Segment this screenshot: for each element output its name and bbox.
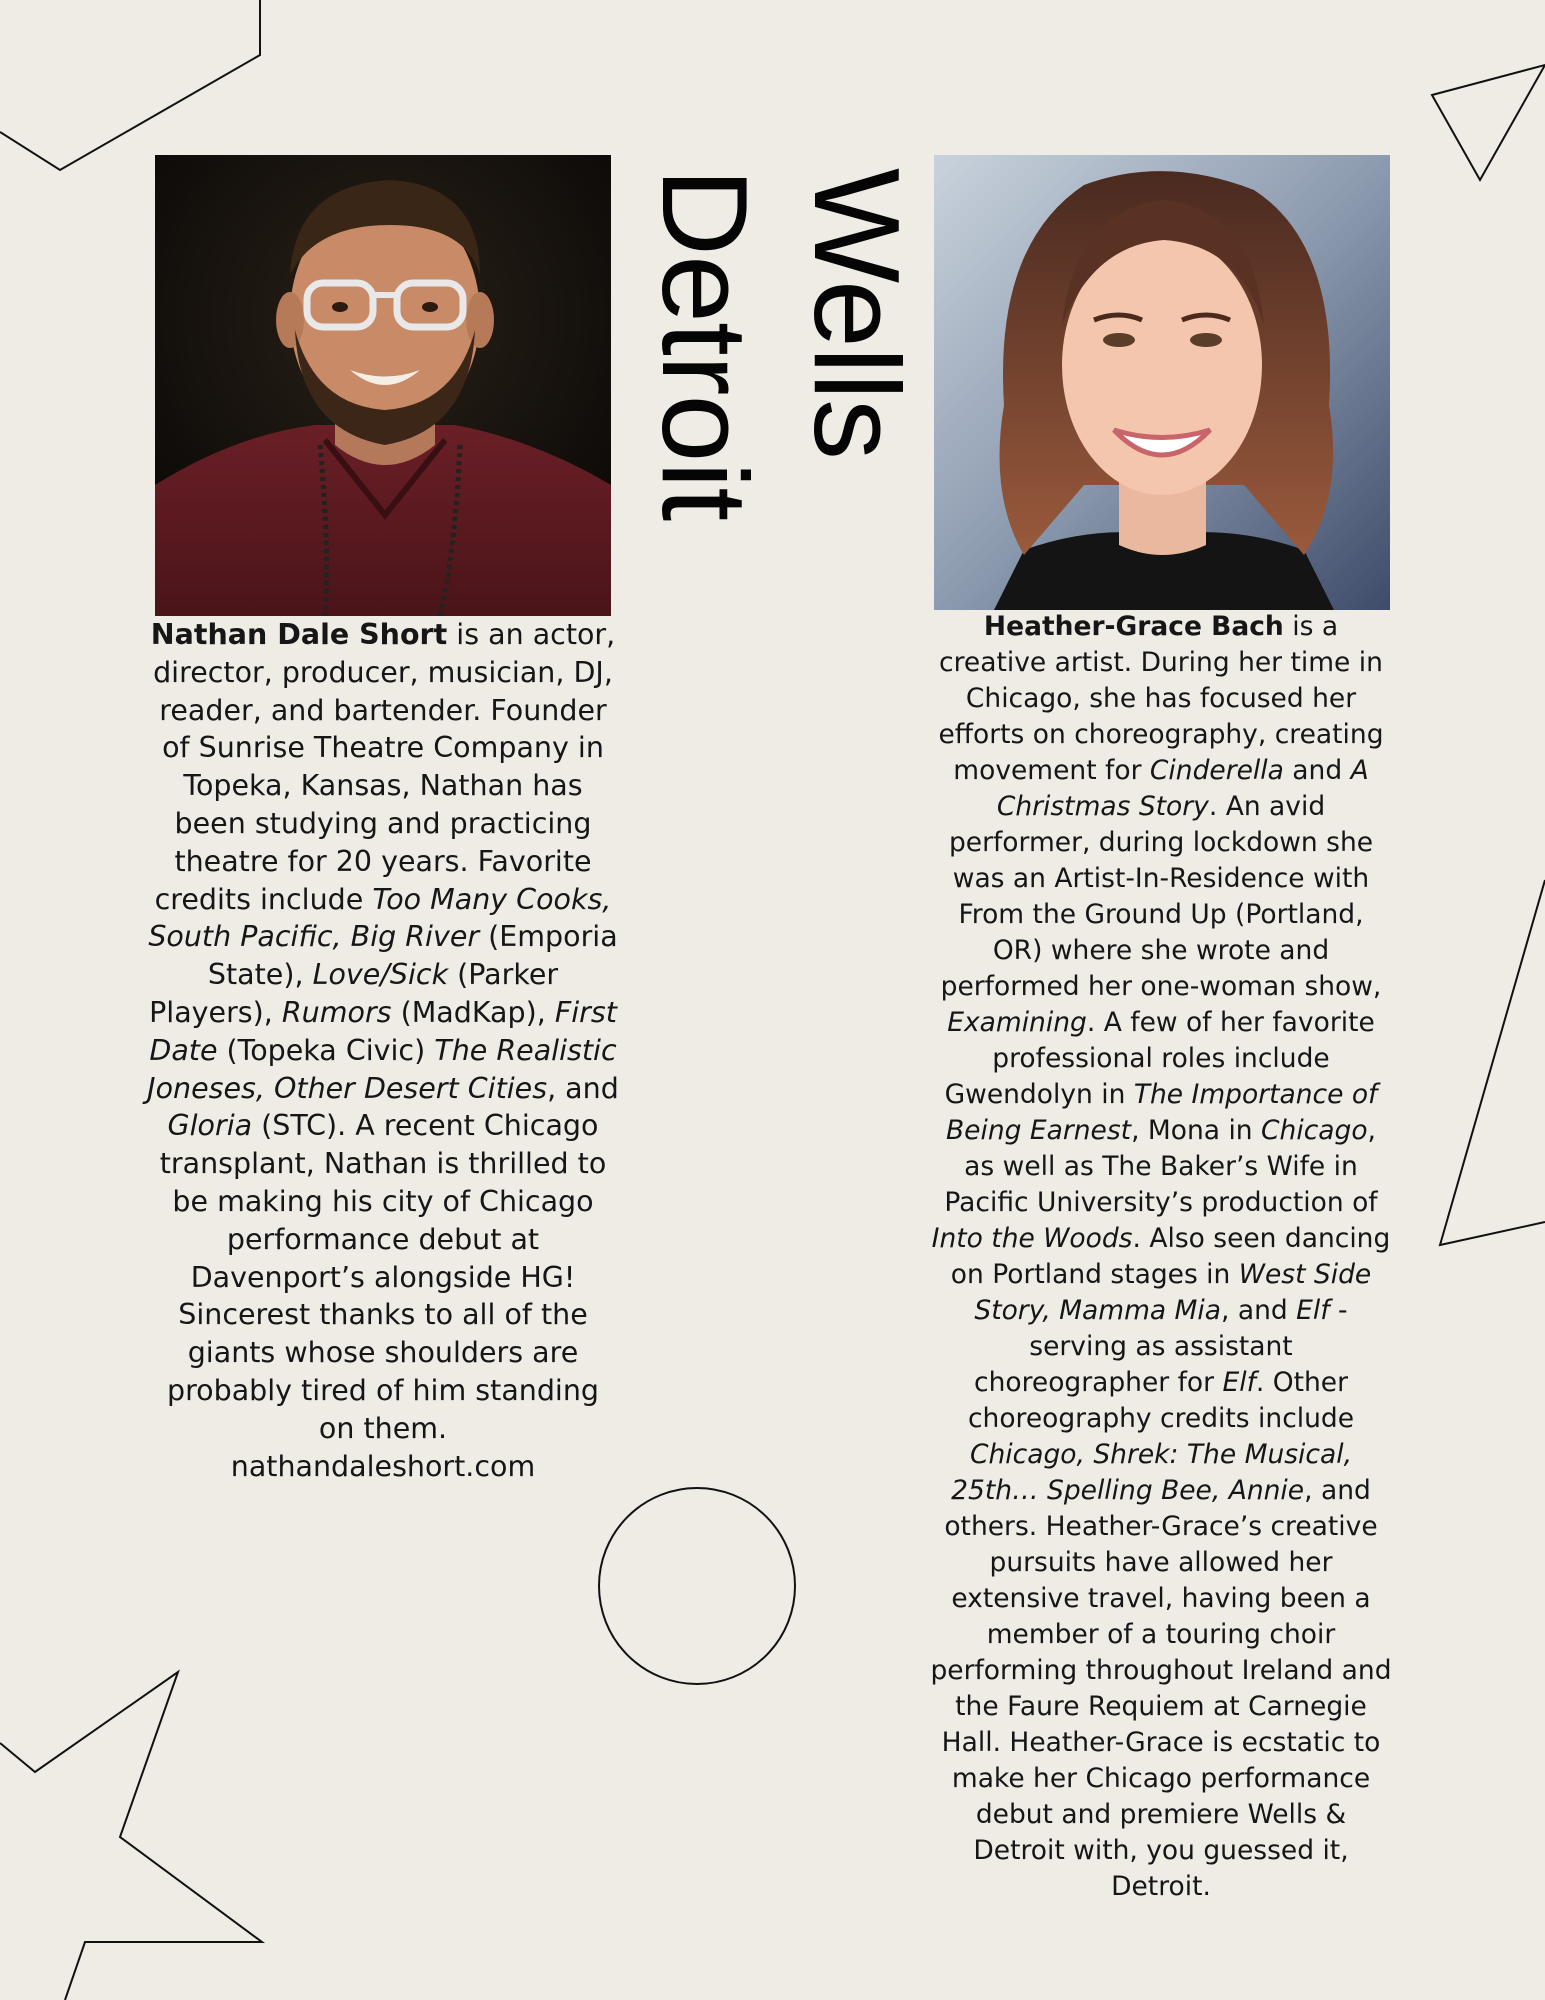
title-word-detroit: Detroit [637,168,773,521]
bio-text: (MadKap), [391,995,555,1029]
bio-text: . A few of her favorite professional roles include Gwendolyn in [944,1007,1375,1110]
credit-title: Too Many Cooks, South Pacific, Big River [148,882,612,954]
credit-title: Chicago [1261,1115,1368,1146]
title-word-wells: Wells [789,168,925,460]
nathan-website: nathandaleshort.com [230,1449,536,1483]
heather-grace-name: Heather-Grace Bach [983,611,1284,642]
bio-text: , as well as The Baker’s Wife in Pacific University’s production of [944,1115,1378,1218]
triangle-outline-icon [1432,65,1545,180]
heather-grace-headshot-image [934,155,1390,610]
star-outline-icon [0,1672,262,2000]
credit-title: Into the Woods [931,1223,1133,1254]
credit-title: First Date [149,995,617,1067]
heather-grace-bio [930,609,1392,1905]
polygon-outline-icon [0,0,260,170]
bio-text: - serving as assistant choreographer for [974,1295,1348,1398]
bio-text: is an actor, director, producer, musician, DJ, reader, and bartender. Founder of Sunrise Theatre Company in Topeka, Kansas, Nathan has been studying and practicing theatre for 20 years. Favorite credits include [153,618,616,916]
credit-title: Examining [947,1007,1087,1038]
bio-text: , and others. Heather-Grace’s creative pursuits have allowed her extensive travel, having been a member of a touring choir performing throughout Ireland and the Faure Requiem at Carnegie Hall. Heather-Grace is ecstatic to make her Chicago performance debut and premiere Wells & Detroit with, you guessed it, Detroit. [930,1475,1392,1902]
credit-title: Gloria [167,1109,253,1143]
bio-text: (STC). A recent Chicago transplant, Nathan is thrilled to be making his city of Chicago performance debut at Davenport’s alongside HG! Sincerest thanks to all of the giants whose shoulders are probably tired of him standing on them. [159,1109,607,1445]
circle-outline-icon [599,1488,795,1684]
credit-title: Rumors [281,995,392,1029]
credit-title: A Christmas Story [996,755,1369,822]
bio-text: and [1283,755,1351,786]
bio-text: , and [1221,1295,1297,1326]
bio-text: (Parker Players), [149,958,559,1029]
bio-text: , Mona in [1131,1115,1262,1146]
credit-title: West Side Story, Mamma Mia [974,1259,1372,1326]
credit-title: Elf [1222,1367,1256,1398]
nathan-name: Nathan Dale Short [150,618,448,651]
triangle-outline-icon [1440,880,1545,1245]
nathan-bio [147,616,619,1485]
credit-title: The Importance of Being Earnest [946,1079,1378,1146]
bio-text: (Emporia State), [207,920,618,992]
nathan-photo [155,155,611,616]
bio-text: is a creative artist. During her time in Chicago, she has focused her efforts on choreography, creating movement for [938,611,1384,786]
bio-text: , and [547,1071,619,1105]
bio-text: (Topeka Civic) [217,1033,435,1067]
credit-title: Love/Sick [312,958,449,992]
bio-text: . Other choreography credits include [967,1367,1355,1434]
bio-text: . An avid performer, during lockdown she was an Artist-In-Residence with From the Ground Up (Portland, OR) where she wrote and performed her one-woman show, [940,791,1382,1002]
credit-title: Elf [1296,1295,1330,1326]
credit-title: Chicago, Shrek: The Musical, 25th… Spelling Bee, Annie [951,1439,1352,1506]
credit-title: The Realistic Joneses, Other Desert Cities [147,1033,617,1105]
bio-text: . Also seen dancing on Portland stages in [950,1223,1391,1290]
nathan-headshot-image [155,155,611,616]
credit-title: Cinderella [1149,755,1284,786]
heather-grace-photo [934,155,1390,610]
